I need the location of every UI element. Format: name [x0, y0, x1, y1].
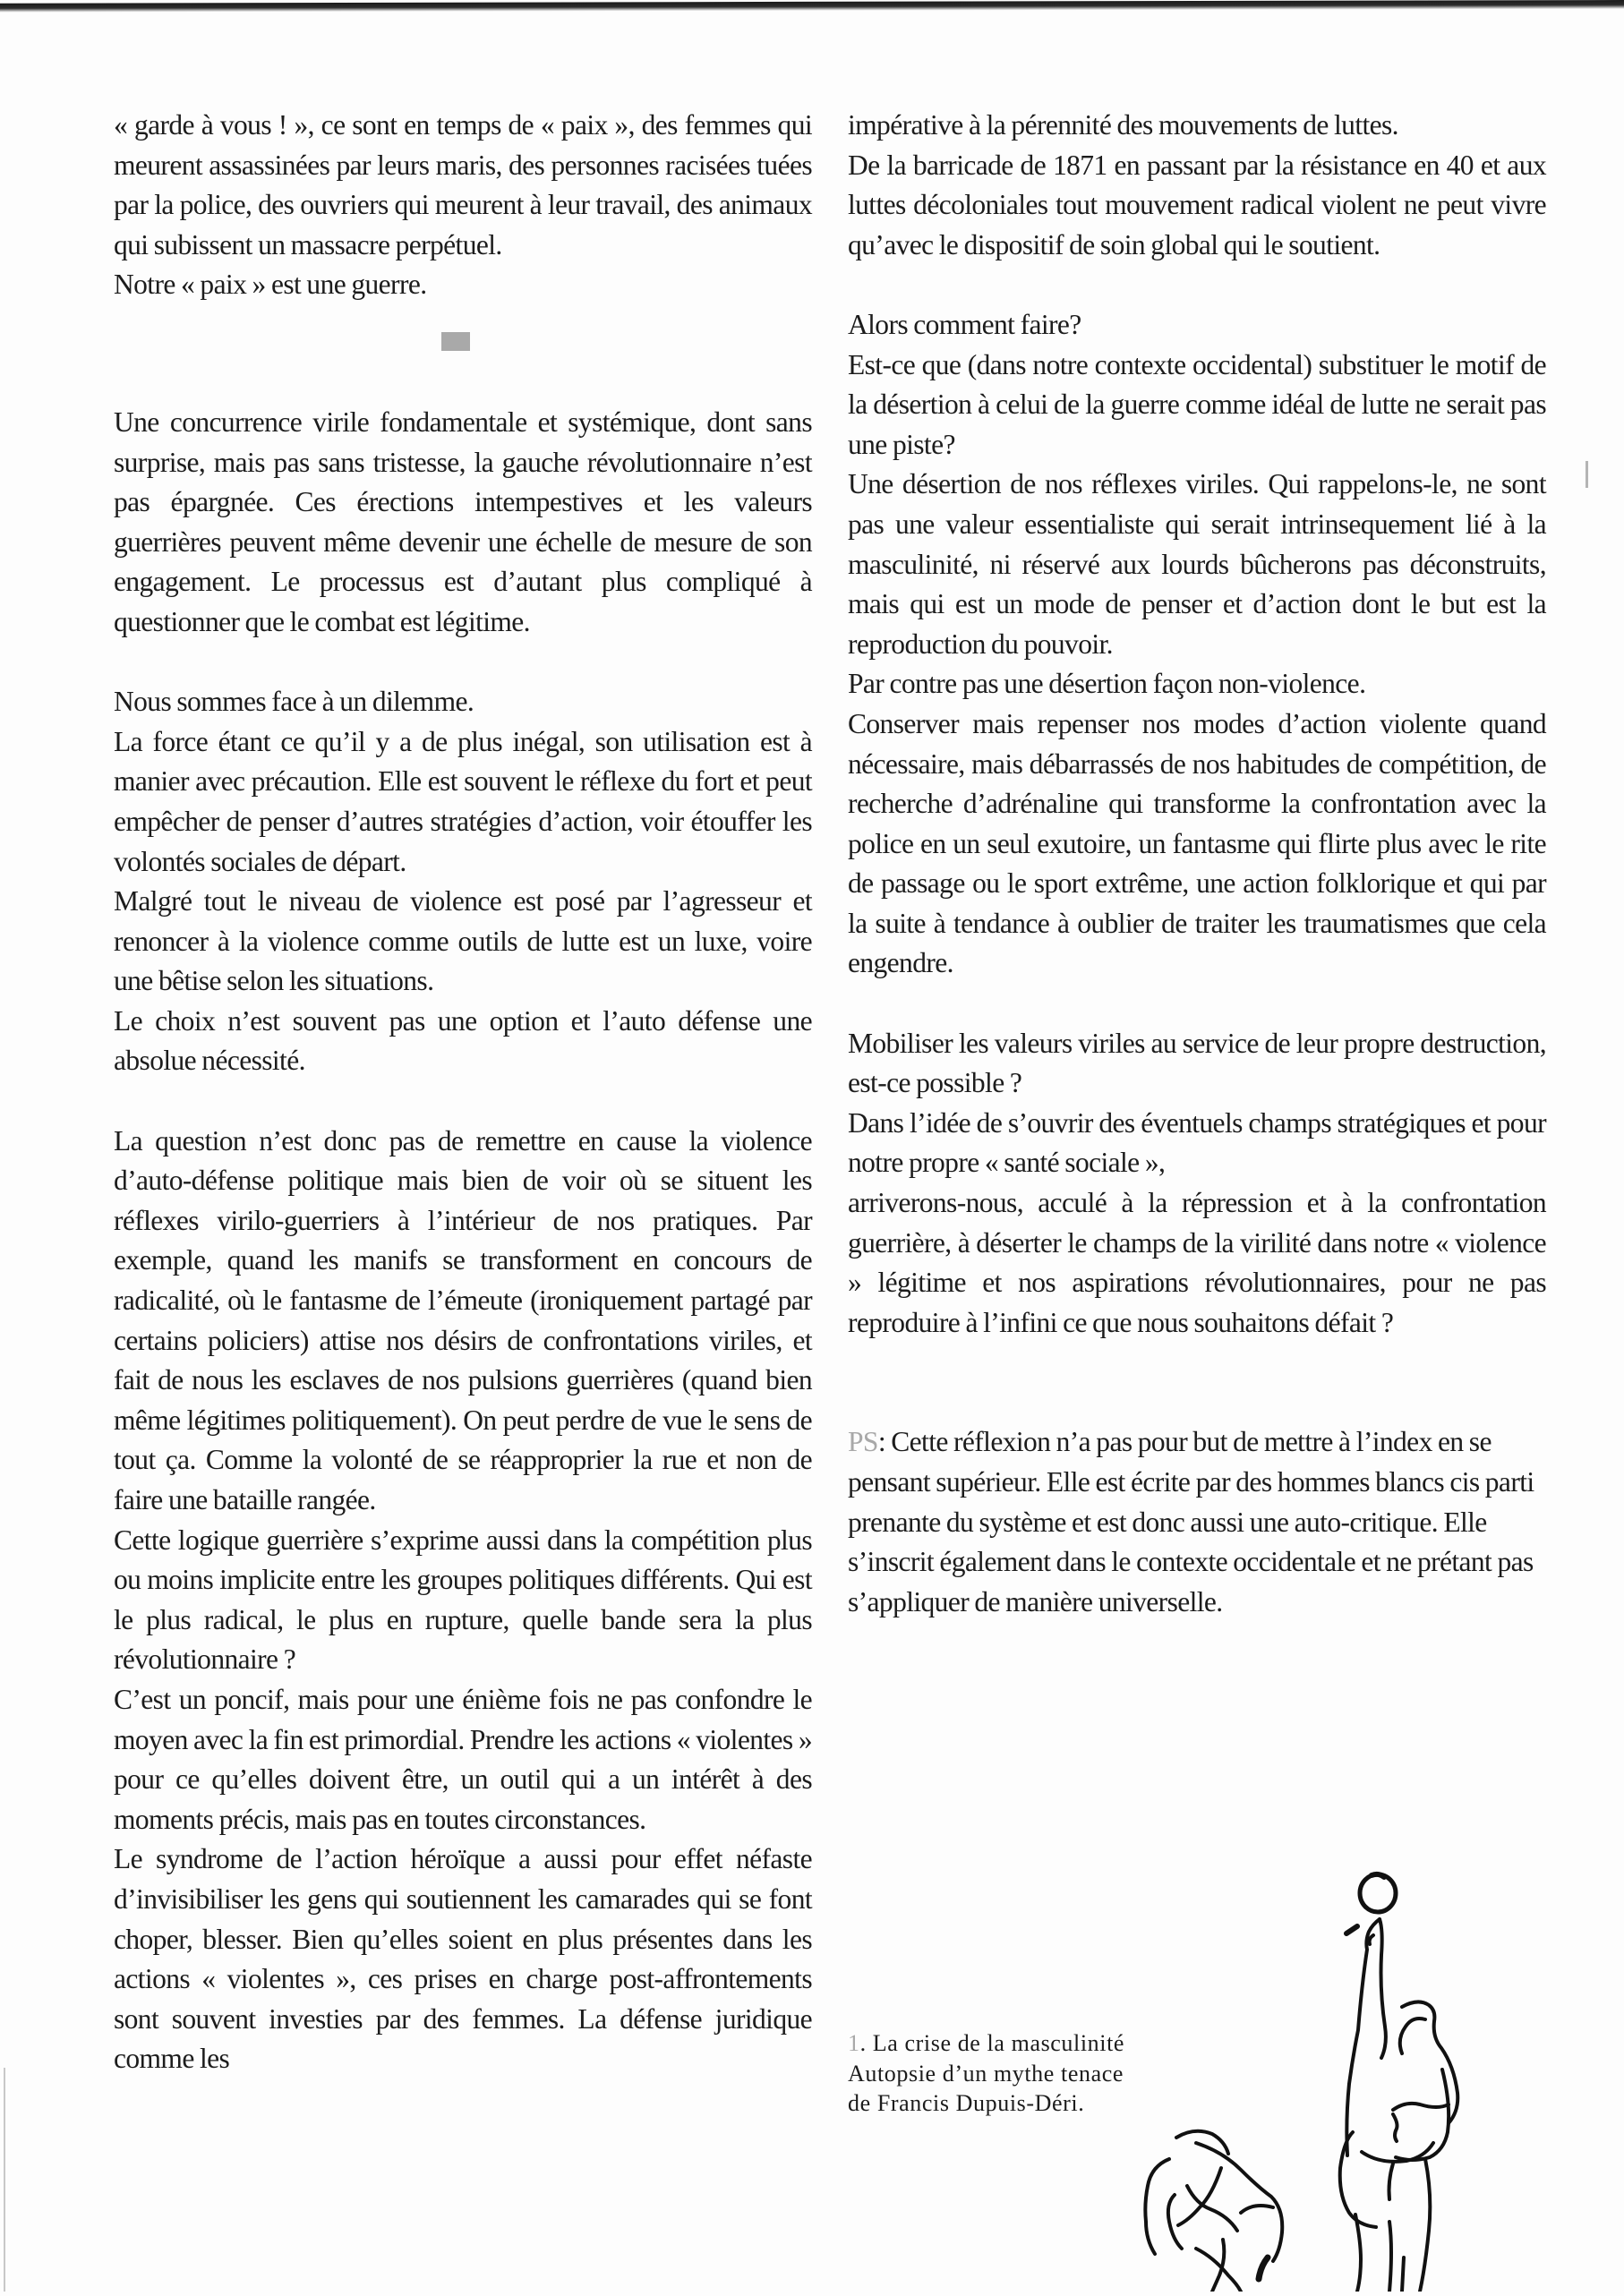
ps-label: PS	[848, 1426, 878, 1458]
paragraph: Le syndrome de l’action héroïque a aussi pour effet néfaste d’invisibiliser les gens qui soutiennent les camarades qui se font choper, blesser. Bien qu’elles soient en plus présentes dans les actions « violentes », ces prises en charge post-affrontements sont souvent investies par des femmes. La défense juridique comme les	[114, 1843, 812, 2075]
paragraph: C’est un poncif, mais pour une énième fois ne pas confondre le moyen avec la fin est primordial. Prendre les actions « violentes » pour ce qu’elles doivent être, un outil qui a un intérêt à des moments précis, mais pas en toutes circonstances.	[114, 1683, 812, 1835]
paragraph: impérative à la pérennité des mouvements de luttes.	[848, 109, 1398, 141]
section-separator	[441, 332, 470, 351]
scan-top-edge	[0, 0, 1624, 13]
margin-mark	[1586, 461, 1588, 488]
ball-icon	[1360, 1874, 1396, 1912]
paragraph: Le choix n’est souvent pas une option et l’auto défense une absolue nécessité.	[114, 1004, 812, 1077]
footnote-line: 1. La crise de la masculinité	[848, 2030, 1125, 2056]
athletes-illustration	[1133, 1864, 1509, 2292]
postscript	[848, 1422, 1546, 1622]
paragraph: La question n’est donc pas de remettre en cause la violence d’auto-défense politique mais bien de voir où se situent les réflexes virilo-guerriers à l’intérieur de nos pratiques. Par exemple, quand les manifs se transforment en concours de radicalité, où le fantasme de l’émeute (ironiquement partagé par certains policiers) attise nos désirs de confrontations viriles, et fait de nous les esclaves de nos pulsions guerrières (quand bien même légitimes politiquement). On peut perdre de vue le sens de tout ça. Comme la volonté de se réapproprier la rue et non de faire une bataille rangée.	[114, 1124, 812, 1515]
paragraph: Nous sommes face à un dilemme.	[114, 686, 474, 718]
left-column	[114, 106, 812, 2079]
paragraph: Dans l’idée de s’ouvrir des éventuels champs stratégiques et pour notre propre « santé sociale »,	[848, 1106, 1546, 1179]
footnote-line: de Francis Dupuis-Déri.	[848, 2090, 1085, 2116]
paragraph: De la barricade de 1871 en passant par la résistance en 40 et aux luttes décoloniales tout mouvement radical violent ne peut vivre qu’avec le dispositif de soin global qui le soutient.	[848, 149, 1546, 260]
paragraph: Cette logique guerrière s’exprime aussi dans la compétition plus ou moins implicite entre les groupes politiques différents. Qui est le plus radical, le plus en rupture, quelle bande sera la plus révolutionnaire ?	[114, 1524, 812, 1676]
ps-body: : Cette réflexion n’a pas pour but de mettre à l’index en se pensant supérieur. Elle est écrite par des hommes blancs cis parti prenante du système et est donc aussi une auto-critique. Elle s’inscrit également dans le contexte occidentale et ne prétant pas s’appliquer de manière universelle.	[848, 1426, 1534, 1617]
paragraph: Une désertion de nos réflexes viriles. Qui rappelons-le, ne sont pas une valeur essentialiste qui serait intrinsequement lié à la masculinité, ni réservé aux lourds bûcherons pas déconstruits, mais qui est un mode de penser et d’action dont le but est la reproduction du pouvoir.	[848, 468, 1546, 660]
paragraph: arriverons-nous, acculé à la répression et à la confrontation guerrière, à déserter le champs de la virilité dans notre « violence » légitime et nos aspirations révolutionnaires, pour ne pas reproduire à l’infini ce que nous souhaitons défait ?	[848, 1187, 1546, 1338]
crouching-figure	[1145, 2131, 1282, 2292]
footnote-number: 1	[848, 2030, 860, 2056]
paragraph: Malgré tout le niveau de violence est posé par l’agresseur et renoncer à la violence comme outils de lutte est un luxe, voire une bêtise selon les situations.	[114, 885, 812, 997]
paragraph: Notre « paix » est une guerre.	[114, 269, 427, 301]
paragraph: Par contre pas une désertion façon non-violence.	[848, 668, 1366, 700]
paragraph: Une concurrence virile fondamentale et systémique, dont sans surprise, mais pas sans tristesse, la gauche révolutionnaire n’est pas épargnée. Ces érections intempestives et les valeurs guerrières peuvent même devenir une échelle de mesure de son engagement. Le processus est d’autant plus compliqué à questionner que le combat est légitime.	[114, 405, 812, 637]
right-column	[848, 106, 1546, 1622]
paragraph: « garde à vous ! », ce sont en temps de « paix », des femmes qui meurent assassinées par leurs maris, des personnes racisées tuées par la police, des ouvriers qui meurent à leur travail, des animaux qui subissent un massacre perpétuel.	[114, 109, 812, 260]
paragraph: Alors comment faire?	[848, 308, 1081, 340]
leaping-figure	[1340, 1919, 1458, 2292]
paragraph: Mobiliser les valeurs viriles au service de leur propre destruction, est-ce possible ?	[848, 1027, 1546, 1099]
paragraph: Est-ce que (dans notre contexte occidental) substituer le motif de la désertion à celui de la guerre comme idéal de lutte ne serait pas une piste?	[848, 348, 1546, 460]
paragraph: Conserver mais repenser nos modes d’action violente quand nécessaire, mais débarrassés de nos habitudes de compétition, de recherche d’adrénaline qui transforme la confrontation avec la police en un seul exutoire, un fantasme qui flirte plus avec le rite de passage ou le sport extrême, une action folklorique et qui par la suite à tendance à oublier de traiter les traumatismes que cela engendre.	[848, 707, 1546, 979]
paragraph: La force étant ce qu’il y a de plus inégal, son utilisation est à manier avec précaution. Elle est souvent le réflexe du fort et peut empêcher de penser d’autres stratégies d’action, voir étouffer les volontés sociales de départ.	[114, 725, 812, 877]
binding-line	[4, 2068, 5, 2292]
footnote-line: Autopsie d’un mythe tenace	[848, 2060, 1124, 2087]
